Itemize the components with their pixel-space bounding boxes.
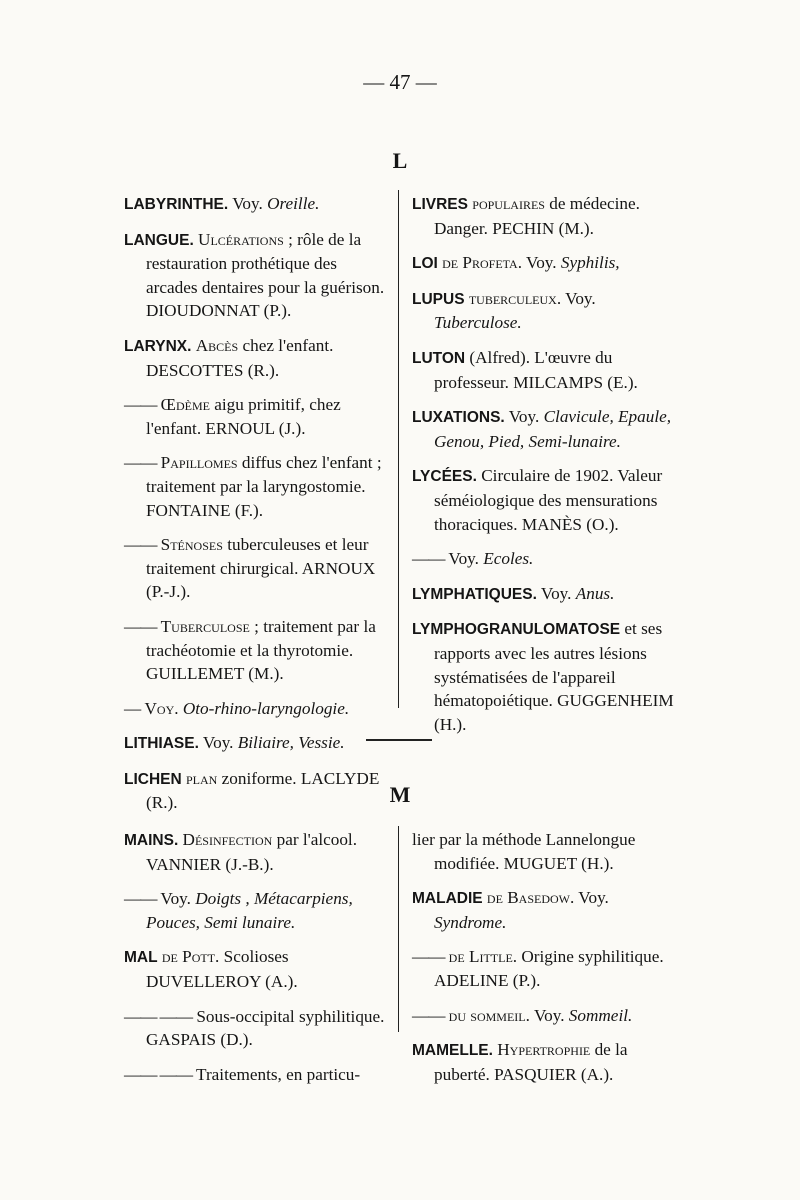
index-entry bbox=[124, 731, 392, 756]
section-l-right-column bbox=[412, 192, 680, 747]
section-l-left-column bbox=[124, 192, 392, 826]
entry-cross-reference: Tuberculose. bbox=[434, 313, 522, 333]
entry-subheading: Abcès bbox=[195, 335, 239, 355]
index-entry bbox=[412, 945, 680, 992]
entry-subheading: Papillomes bbox=[160, 453, 238, 473]
index-entry bbox=[124, 945, 392, 993]
entry-headword: LYCÉES. bbox=[412, 468, 477, 486]
entry-repeat-dash: —— bbox=[412, 947, 445, 967]
entry-text: tuberculeuses et leur traitement chirurgical. ARNOUX (P.-J.). bbox=[146, 535, 376, 602]
index-entry bbox=[124, 1063, 392, 1087]
entry-headword: LICHEN bbox=[124, 770, 182, 788]
entry-subheading: populaires bbox=[472, 194, 545, 213]
entry-subheading: plan bbox=[186, 768, 218, 788]
entry-text: diffus chez l'enfant ; traitement par la laryngostomie. FONTAINE (F.). bbox=[146, 453, 382, 520]
entry-headword: LITHIASE. bbox=[124, 735, 199, 753]
entry-text: ; rôle de la restauration prothétique des arcades dentaires pour la guérison. DIOUDONNAT (P.). bbox=[146, 229, 385, 321]
entry-text: ; traitement par la trachéotomie et la thyrotomie. GUILLEMET (M.). bbox=[146, 616, 376, 684]
entry-repeat-dash: —— bbox=[124, 395, 157, 415]
entry-cross-reference: Biliaire, Vessie. bbox=[237, 733, 345, 753]
entry-headword: MAINS. bbox=[124, 832, 179, 849]
index-entry bbox=[412, 828, 680, 875]
entry-text: de la puberté. PASQUIER (A.). bbox=[434, 1040, 628, 1084]
index-entry bbox=[124, 533, 392, 604]
entry-repeat-dash: —— bbox=[124, 889, 157, 909]
entry-subheading: de Basedow. bbox=[486, 888, 575, 908]
entry-headword: LUTON bbox=[412, 349, 466, 367]
index-entry bbox=[124, 192, 392, 217]
entry-text: lier par la méthode Lannelongue modifiée. MUGUET (H.). bbox=[412, 830, 636, 873]
section-letter-m: M bbox=[389, 782, 411, 807]
entry-text: aigu primitif, chez l'enfant. ERNOUL (J.). bbox=[146, 395, 341, 438]
entry-text: et ses rapports avec les autres lésions systématisées de l'appareil hématopoiétique. GUGGENHEIM (H.). bbox=[434, 619, 674, 734]
entry-cross-reference: Syphilis, bbox=[560, 253, 620, 273]
entry-subheading: Œdème bbox=[160, 395, 210, 415]
entry-cross-reference: Oreille. bbox=[267, 194, 320, 213]
index-entry bbox=[124, 334, 392, 382]
index-entry bbox=[124, 393, 392, 440]
entry-subheading: tuberculeux. bbox=[468, 288, 562, 308]
entry-text: Voy. bbox=[578, 888, 609, 908]
section-m-right-column bbox=[412, 828, 680, 1097]
index-entry bbox=[412, 346, 680, 394]
column-divider bbox=[398, 190, 399, 708]
entry-text: Voy. bbox=[526, 253, 557, 273]
section-letter-l: L bbox=[392, 148, 408, 173]
entry-headword: MAMELLE. bbox=[412, 1042, 493, 1060]
entry-repeat-dash: —— bbox=[412, 549, 445, 569]
entry-text: Scolioses DUVELLEROY (A.). bbox=[146, 947, 298, 991]
index-entry bbox=[124, 615, 392, 686]
index-entry bbox=[124, 697, 392, 721]
entry-text: Voy. bbox=[202, 733, 234, 753]
entry-repeat-dash: —— bbox=[412, 1005, 445, 1025]
entry-repeat-dash: —— bbox=[124, 616, 157, 636]
entry-text: Voy. bbox=[508, 407, 540, 427]
index-entry bbox=[412, 617, 680, 736]
index-entry bbox=[412, 192, 680, 240]
entry-subheading: Ulcérations bbox=[198, 229, 284, 249]
index-entry bbox=[124, 887, 392, 934]
entry-repeat-dash: —— bbox=[124, 453, 157, 473]
index-entry bbox=[124, 228, 392, 323]
entry-text: Sous-occipital syphilitique. GASPAIS (D.). bbox=[146, 1006, 385, 1050]
entry-headword: LOI bbox=[412, 255, 438, 273]
entry-headword: LANGUE. bbox=[124, 231, 194, 249]
entry-text: de médecine. Danger. PECHIN (M.). bbox=[434, 194, 640, 238]
index-entry bbox=[412, 582, 680, 607]
entry-text: chez l'enfant. DESCOTTES (R.). bbox=[146, 335, 334, 380]
index-entry bbox=[124, 828, 392, 876]
index-entry bbox=[412, 1004, 680, 1028]
entry-repeat-dash: — bbox=[124, 698, 141, 718]
entry-repeat-dash: —— —— bbox=[124, 1006, 193, 1026]
index-entry bbox=[124, 451, 392, 522]
entry-subheading: de Little. bbox=[448, 947, 518, 967]
entry-subheading: Sténoses bbox=[160, 535, 223, 555]
section-m-left-column bbox=[124, 828, 392, 1097]
entry-subheading: de Profeta. bbox=[442, 253, 522, 273]
entry-cross-reference: Syndrome. bbox=[434, 912, 507, 932]
index-entry bbox=[124, 1005, 392, 1052]
index-entry bbox=[412, 547, 680, 571]
entry-text: Voy. bbox=[533, 1005, 565, 1025]
entry-subheading: de Pott. bbox=[161, 947, 220, 967]
entry-cross-reference: Clavicule, Epaule, Genou, Pied, Semi-lunaire. bbox=[434, 407, 672, 451]
entry-headword: LARYNX. bbox=[124, 337, 192, 355]
entry-headword: LIVRES bbox=[412, 196, 468, 213]
index-entry bbox=[412, 405, 680, 453]
entry-cross-reference: Ecoles. bbox=[483, 549, 534, 569]
entry-subheading: Désinfection bbox=[182, 830, 273, 849]
entry-headword: MAL bbox=[124, 949, 158, 967]
entry-text: Traitements, en particu- bbox=[196, 1064, 361, 1084]
entry-text: Origine syphilitique. ADELINE (P.). bbox=[434, 947, 664, 990]
page-number: — 47 — bbox=[363, 70, 437, 94]
index-entry bbox=[412, 1038, 680, 1086]
section-separator bbox=[366, 739, 432, 741]
entry-headword: LYMPHATIQUES. bbox=[412, 585, 537, 603]
entry-text: Voy. bbox=[565, 288, 596, 308]
entry-text: (Alfred). L'œuvre du professeur. MILCAMPS (E.). bbox=[434, 347, 638, 392]
entry-cross-reference: Doigts , Métacarpiens, Pouces, Semi lunaire. bbox=[146, 889, 353, 932]
entry-headword: MALADIE bbox=[412, 890, 483, 908]
entry-headword: LYMPHOGRANULOMATOSE bbox=[412, 621, 621, 639]
entry-headword: LABYRINTHE. bbox=[124, 196, 229, 213]
column-divider bbox=[398, 826, 399, 1032]
entry-text: Circulaire de 1902. Valeur séméiologique des mensurations thoraciques. MANÈS (O.). bbox=[434, 466, 663, 534]
entry-subheading: du sommeil. bbox=[448, 1005, 530, 1025]
index-entry bbox=[412, 287, 680, 335]
entry-subheading: Voy. bbox=[144, 698, 179, 718]
entry-cross-reference: Oto-rhino-laryngologie. bbox=[182, 698, 350, 718]
entry-subheading: Hypertrophie bbox=[497, 1040, 591, 1060]
entry-headword: LUPUS bbox=[412, 290, 465, 308]
entry-text: Voy. bbox=[448, 549, 479, 569]
entry-cross-reference: Anus. bbox=[575, 583, 615, 603]
entry-cross-reference: Sommeil. bbox=[568, 1005, 633, 1025]
entry-repeat-dash: —— bbox=[124, 535, 157, 555]
entry-text: Voy. bbox=[160, 889, 191, 909]
index-entry bbox=[412, 251, 680, 276]
index-entry bbox=[412, 464, 680, 536]
entry-subheading: Tuberculose bbox=[160, 616, 250, 636]
entry-text: Voy. bbox=[540, 583, 572, 603]
entry-repeat-dash: —— —— bbox=[124, 1064, 193, 1084]
index-entry bbox=[412, 886, 680, 934]
entry-text: zoniforme. LACLYDE (R.). bbox=[146, 768, 380, 813]
entry-headword: LUXATIONS. bbox=[412, 409, 505, 427]
entry-text: par l'alcool. VANNIER (J.-B.). bbox=[146, 830, 358, 874]
entry-text: Voy. bbox=[232, 194, 263, 213]
